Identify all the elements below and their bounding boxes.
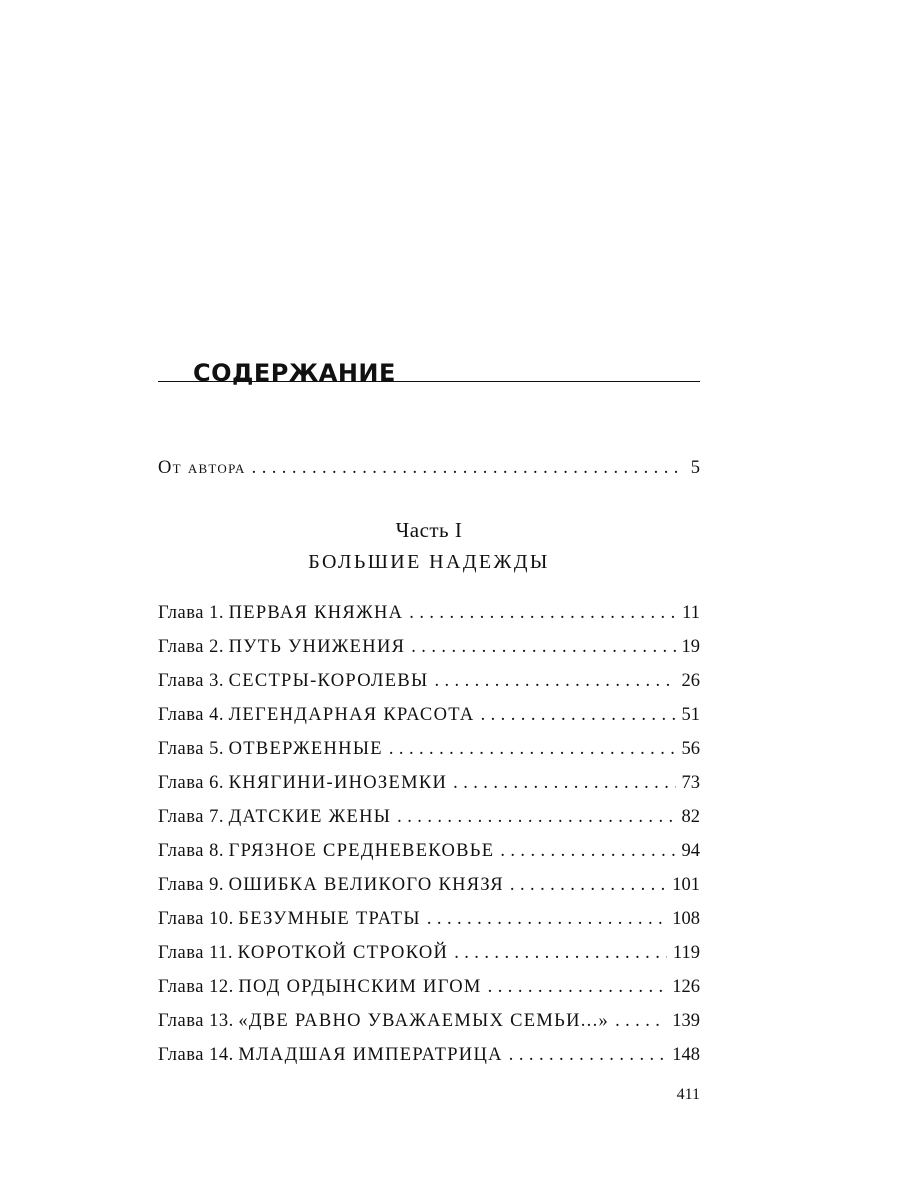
chapter-title: ПЕРВАЯ КНЯЖНА bbox=[228, 603, 404, 623]
toc-entry[interactable] bbox=[158, 669, 700, 693]
chapter-title: ДАТСКИЕ ЖЕНЫ bbox=[228, 807, 392, 827]
dot-leader bbox=[509, 1043, 666, 1067]
page-folio: 411 bbox=[676, 1086, 700, 1103]
toc-entry[interactable] bbox=[158, 975, 700, 999]
dot-leader bbox=[454, 941, 667, 965]
chapter-title: КНЯГИНИ-ИНОЗЕМКИ bbox=[228, 773, 448, 793]
dot-leader bbox=[510, 873, 666, 897]
toc-entry[interactable] bbox=[158, 839, 700, 863]
chapter-page-number: 56 bbox=[681, 739, 700, 759]
dot-leader bbox=[615, 1009, 666, 1033]
chapter-title: «ДВЕ РАВНО УВАЖАЕМЫХ СЕМЬИ...» bbox=[238, 1011, 610, 1031]
chapter-title: БЕЗУМНЫЕ ТРАТЫ bbox=[238, 909, 421, 929]
chapter-page-number: 148 bbox=[672, 1045, 700, 1065]
dot-leader bbox=[409, 601, 676, 625]
chapter-title: СЕСТРЫ-КОРОЛЕВЫ bbox=[228, 671, 429, 691]
toc-entry[interactable] bbox=[158, 771, 700, 795]
part-title: БОЛЬШИЕ НАДЕЖДЫ bbox=[308, 551, 550, 573]
toc-entry[interactable] bbox=[158, 1009, 700, 1033]
chapter-title: КОРОТКОЙ СТРОКОЙ bbox=[237, 943, 449, 963]
dot-leader bbox=[500, 839, 675, 863]
toc-entry[interactable] bbox=[158, 873, 700, 897]
chapter-label: Глава 4. bbox=[158, 705, 224, 725]
chapter-page-number: 11 bbox=[682, 603, 700, 623]
chapter-page-number: 119 bbox=[672, 943, 700, 963]
chapter-label: Глава 2. bbox=[158, 637, 224, 657]
dot-leader bbox=[252, 456, 685, 480]
chapter-label: Глава 12. bbox=[158, 977, 234, 997]
toc-entry[interactable] bbox=[158, 941, 700, 965]
chapter-label: Глава 1. bbox=[158, 603, 224, 623]
dot-leader bbox=[434, 669, 675, 693]
chapter-label: Глава 13. bbox=[158, 1011, 234, 1031]
chapter-page-number: 108 bbox=[672, 909, 700, 929]
chapter-label: Глава 5. bbox=[158, 739, 224, 759]
chapter-title: ОТВЕРЖЕННЫЕ bbox=[228, 739, 383, 759]
chapter-title: МЛАДШАЯ ИМПЕРАТРИЦА bbox=[238, 1045, 503, 1065]
dot-leader bbox=[488, 975, 667, 999]
chapter-title: ЛЕГЕНДАРНАЯ КРАСОТА bbox=[228, 705, 475, 725]
toc-entry-intro[interactable] bbox=[158, 456, 700, 480]
toc-entry[interactable] bbox=[158, 703, 700, 727]
dot-leader bbox=[411, 635, 675, 659]
chapter-page-number: 82 bbox=[681, 807, 700, 827]
chapter-label: Глава 6. bbox=[158, 773, 224, 793]
chapter-page-number: 94 bbox=[681, 841, 700, 861]
chapter-page-number: 19 bbox=[681, 637, 700, 657]
chapter-label: Глава 8. bbox=[158, 841, 224, 861]
toc-entry[interactable] bbox=[158, 1043, 700, 1067]
dot-leader bbox=[389, 737, 676, 761]
dot-leader bbox=[453, 771, 675, 795]
chapter-title: ПУТЬ УНИЖЕНИЯ bbox=[228, 637, 406, 657]
chapter-label: Глава 9. bbox=[158, 875, 224, 895]
chapter-page-number: 126 bbox=[672, 977, 700, 997]
part-label: Часть I bbox=[395, 518, 463, 542]
chapter-label: Глава 14. bbox=[158, 1045, 234, 1065]
toc-entry[interactable] bbox=[158, 635, 700, 659]
dot-leader bbox=[397, 805, 675, 829]
chapter-page-number: 73 bbox=[681, 773, 700, 793]
dot-leader bbox=[427, 907, 666, 931]
chapter-label: Глава 7. bbox=[158, 807, 224, 827]
toc-entry[interactable] bbox=[158, 805, 700, 829]
toc-heading: СОДЕРЖАНИЕ bbox=[193, 359, 396, 387]
dot-leader bbox=[481, 703, 676, 727]
entry-title: От автора bbox=[158, 458, 246, 478]
toc-entry[interactable] bbox=[158, 601, 700, 625]
chapter-title: ОШИБКА ВЕЛИКОГО КНЯЗЯ bbox=[228, 875, 504, 895]
chapter-title: ГРЯЗНОЕ СРЕДНЕВЕКОВЬЕ bbox=[228, 841, 495, 861]
chapter-page-number: 51 bbox=[681, 705, 700, 725]
chapter-title: ПОД ОРДЫНСКИМ ИГОМ bbox=[238, 977, 482, 997]
chapter-page-number: 101 bbox=[672, 875, 700, 895]
chapter-label: Глава 11. bbox=[158, 943, 234, 963]
chapter-page-number: 26 bbox=[681, 671, 700, 691]
toc-entry[interactable] bbox=[158, 737, 700, 761]
toc-entry[interactable] bbox=[158, 907, 700, 931]
heading-rule bbox=[158, 381, 700, 382]
chapter-label: Глава 3. bbox=[158, 671, 224, 691]
entry-page-number: 5 bbox=[690, 458, 700, 478]
chapter-label: Глава 10. bbox=[158, 909, 234, 929]
chapter-page-number: 139 bbox=[672, 1011, 700, 1031]
